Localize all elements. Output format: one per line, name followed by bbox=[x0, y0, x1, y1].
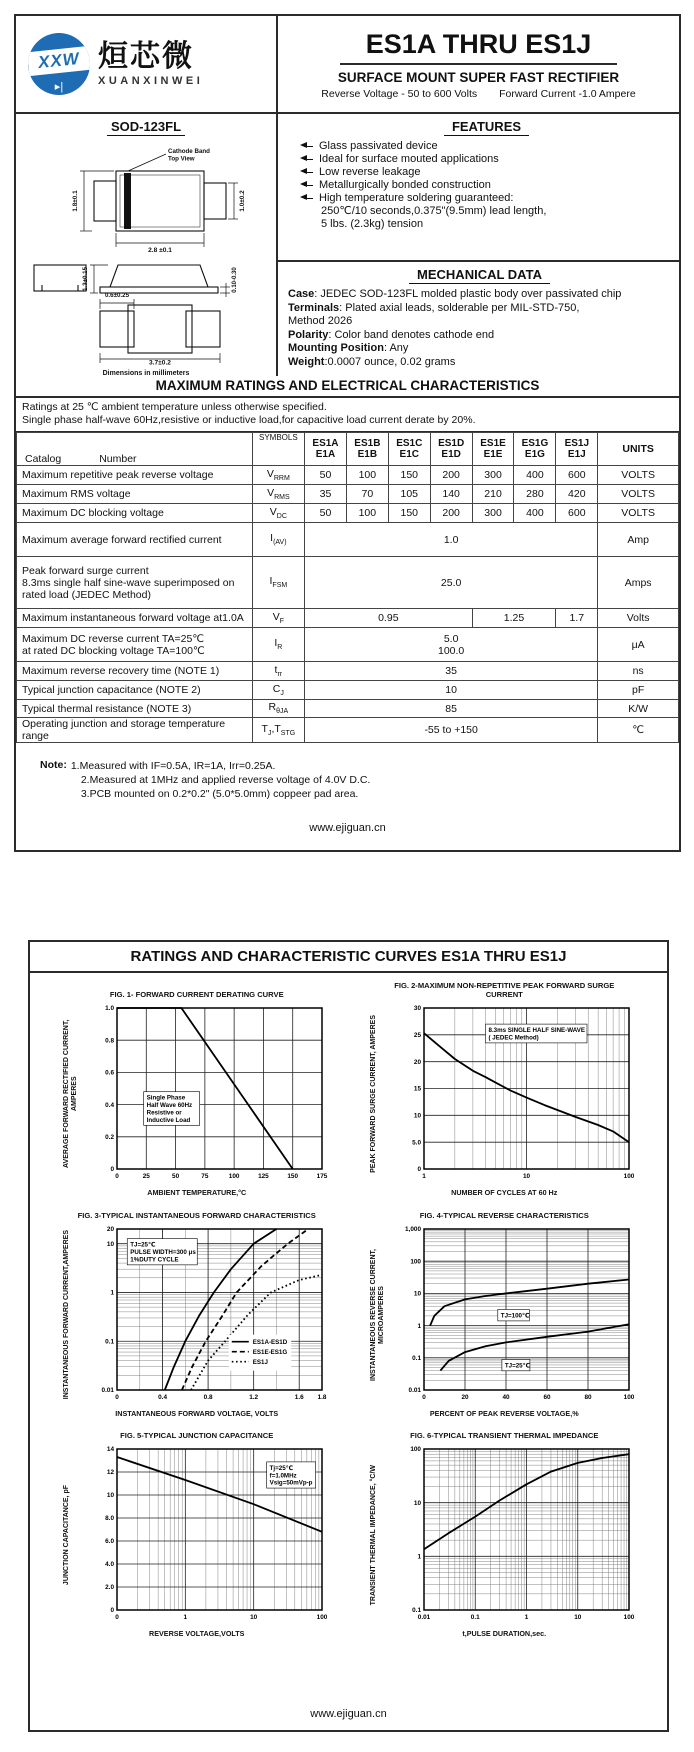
svg-text:( JEDEC Method): ( JEDEC Method) bbox=[488, 1034, 539, 1042]
value-cell: 35 bbox=[305, 485, 347, 504]
svg-text:10: 10 bbox=[574, 1614, 582, 1621]
svg-text:0: 0 bbox=[110, 1166, 114, 1174]
unit-cell: VOLTS bbox=[598, 504, 679, 523]
note-line: 1.Measured with IF=0.5A, IR=1A, Irr=0.25A. bbox=[70, 760, 276, 772]
feature-text: High temperature soldering guaranteed: bbox=[319, 192, 514, 204]
website-link-2[interactable]: www.ejiguan.cn bbox=[310, 1708, 387, 1720]
svg-text:1: 1 bbox=[183, 1614, 187, 1621]
svg-text:0.4: 0.4 bbox=[104, 1101, 114, 1109]
unit-cell: μA bbox=[598, 628, 679, 662]
units-header: UNITS bbox=[598, 433, 679, 466]
svg-text:TJ=25℃: TJ=25℃ bbox=[505, 1361, 531, 1369]
svg-text:Resistive or: Resistive or bbox=[146, 1109, 182, 1117]
value-cell: -55 to +150 bbox=[305, 718, 598, 743]
svg-text:0.01: 0.01 bbox=[408, 1386, 422, 1394]
svg-text:8.3ms SINGLE HALF SINE-WAVE: 8.3ms SINGLE HALF SINE-WAVE bbox=[488, 1027, 586, 1035]
features-section bbox=[278, 114, 679, 262]
symbol-cell: $C_J$ bbox=[252, 681, 304, 700]
parameter-name-cell: Maximum average forward rectified current bbox=[17, 523, 253, 557]
value-cell: 280 bbox=[514, 485, 556, 504]
figure-x-axis-label: REVERSE VOLTAGE,VOLTS bbox=[149, 1629, 245, 1638]
mechanical-field-label: Terminals bbox=[288, 301, 340, 314]
figure-body bbox=[370, 1441, 638, 1629]
value-cell: 70 bbox=[346, 485, 388, 504]
device-type-subtitle: SURFACE MOUNT SUPER FAST RECTIFIER bbox=[337, 69, 620, 85]
svg-text:Cathode Band: Cathode Band bbox=[168, 148, 210, 155]
chart-canvas-3 bbox=[81, 1221, 331, 1409]
note-line: 3.PCB mounted on 0.2*0.2" (5.0*5.0mm) coppeer pad area. bbox=[80, 788, 359, 800]
ratings-summary bbox=[321, 88, 635, 100]
bullet-arrow-icon bbox=[304, 146, 313, 147]
feature-item bbox=[304, 153, 669, 165]
figure-y-axis-label: INSTANTANEOUS FORWARD CURRENT,AMPERES bbox=[62, 1229, 70, 1400]
svg-text:1.0: 1.0 bbox=[104, 1005, 114, 1013]
svg-text:ES1J: ES1J bbox=[252, 1358, 268, 1366]
value-cell: 200 bbox=[430, 504, 472, 523]
value-cell: 200 bbox=[430, 466, 472, 485]
unit-cell: VOLTS bbox=[598, 485, 679, 504]
value-cell: 35 bbox=[305, 662, 598, 681]
feature-text: Glass passivated device bbox=[319, 140, 438, 152]
svg-text:25: 25 bbox=[414, 1032, 422, 1040]
bullet-arrow-icon bbox=[304, 172, 313, 173]
figure-y-axis-label: AVERAGE FORWARD RECTIFIED CURRENT, AMPERES bbox=[62, 1019, 78, 1169]
parameter-name-cell: Peak forward surge current 8.3ms single half sine-wave superimposed on rated load (JEDEC Method) bbox=[17, 557, 253, 609]
value-cell: 1.25 bbox=[472, 609, 556, 628]
unit-cell: Volts bbox=[598, 609, 679, 628]
part-number-title: ES1A THRU ES1J bbox=[340, 29, 618, 65]
symbols-header: SYMBOLS bbox=[252, 433, 304, 466]
feature-item bbox=[304, 179, 669, 191]
value-cell: 300 bbox=[472, 504, 514, 523]
svg-text:1.2: 1.2 bbox=[248, 1393, 258, 1401]
feature-text: Ideal for surface mouted applications bbox=[319, 153, 499, 165]
symbol-cell: $I_R$ bbox=[252, 628, 304, 662]
website-link[interactable]: www.ejiguan.cn bbox=[309, 822, 386, 834]
brand-name-english: XUANXINWEI bbox=[98, 75, 204, 87]
figure-x-axis-label: INSTANTANEOUS FORWARD VOLTAGE, VOLTS bbox=[115, 1408, 279, 1418]
mechanical-field-value: :0.0007 ounce, 0.02 grams bbox=[324, 355, 456, 368]
symbol-cell: $V_{RMS}$ bbox=[252, 485, 304, 504]
parameter-name-cell: Typical junction capacitance (NOTE 2) bbox=[17, 681, 253, 700]
svg-text:10: 10 bbox=[414, 1499, 422, 1507]
svg-text:1: 1 bbox=[417, 1322, 422, 1330]
package-drawing bbox=[20, 137, 272, 365]
svg-text:14: 14 bbox=[106, 1446, 114, 1454]
svg-text:100: 100 bbox=[623, 1393, 635, 1401]
value-cell: 50 bbox=[305, 466, 347, 485]
package-and-features-row bbox=[16, 114, 679, 376]
unit-cell: VOLTS bbox=[598, 466, 679, 485]
parameter-name-cell: Maximum repetitive peak reverse voltage bbox=[17, 466, 253, 485]
svg-text:100: 100 bbox=[228, 1173, 240, 1180]
svg-text:0.6: 0.6 bbox=[104, 1069, 114, 1077]
figure-body bbox=[370, 1000, 638, 1188]
forward-current-rating: Forward Current -1.0 Ampere bbox=[499, 87, 636, 100]
value-cell: 5.0 100.0 bbox=[305, 628, 598, 662]
figure-body bbox=[370, 1221, 638, 1409]
figure-6 bbox=[354, 1422, 656, 1639]
mechanical-data-line bbox=[288, 329, 671, 343]
package-outline-section bbox=[16, 114, 278, 376]
parameter-name-cell: Maximum RMS voltage bbox=[17, 485, 253, 504]
datasheet-page-1 bbox=[14, 14, 681, 852]
figure-body bbox=[63, 1221, 331, 1409]
svg-text:100: 100 bbox=[623, 1614, 635, 1621]
svg-text:25: 25 bbox=[142, 1173, 150, 1180]
svg-text:12: 12 bbox=[106, 1469, 114, 1477]
svg-text:2.0: 2.0 bbox=[104, 1584, 114, 1592]
symbol-cell: $I_{(AV)}$ bbox=[252, 523, 304, 557]
svg-text:0.4: 0.4 bbox=[157, 1393, 167, 1401]
figure-title: FIG. 5-TYPICAL JUNCTION CAPACITANCE bbox=[120, 1431, 274, 1440]
part-number-header: ES1A E1A bbox=[305, 433, 347, 466]
svg-text:Tj=25℃: Tj=25℃ bbox=[269, 1464, 293, 1472]
figure-title: FIG. 6-TYPICAL TRANSIENT THERMAL IMPEDANCE bbox=[410, 1431, 599, 1440]
svg-text:4.0: 4.0 bbox=[104, 1561, 114, 1569]
bullet-arrow-icon bbox=[304, 185, 313, 186]
svg-text:PULSE WIDTH=300 μs: PULSE WIDTH=300 μs bbox=[130, 1248, 196, 1256]
part-number-header: ES1C E1C bbox=[388, 433, 430, 466]
svg-text:0.6±0.25: 0.6±0.25 bbox=[104, 292, 130, 299]
svg-text:f=1.0MHz: f=1.0MHz bbox=[269, 1472, 297, 1480]
mechanical-data-line bbox=[288, 356, 671, 370]
symbol-cell: $V_{DC}$ bbox=[252, 504, 304, 523]
feature-text: Metallurgically bonded construction bbox=[319, 179, 491, 191]
feature-text-continued: 250℃/10 seconds,0.375"(9.5mm) lead length, bbox=[321, 205, 547, 217]
features-mechanical-column bbox=[278, 114, 679, 376]
figures-grid bbox=[30, 973, 667, 1639]
ratings-conditions bbox=[16, 398, 679, 432]
value-cell: 1.0 bbox=[305, 523, 598, 557]
figure-y-axis-label: PEAK FORWARD SURGE CURRENT, AMPERES bbox=[370, 1015, 378, 1173]
part-number-header: ES1D E1D bbox=[430, 433, 472, 466]
svg-text:125: 125 bbox=[257, 1173, 269, 1180]
figure-x-axis-label: t,PULSE DURATION,sec. bbox=[462, 1629, 547, 1638]
svg-text:Inductive Load: Inductive Load bbox=[146, 1116, 191, 1124]
bullet-arrow-icon bbox=[304, 198, 313, 199]
value-cell: 10 bbox=[305, 681, 598, 700]
value-cell: 100 bbox=[346, 466, 388, 485]
svg-text:20: 20 bbox=[414, 1058, 422, 1066]
svg-text:1.0±0.2: 1.0±0.2 bbox=[239, 190, 246, 212]
diode-symbol-icon: ▸| bbox=[54, 81, 64, 93]
chart-canvas-4 bbox=[388, 1221, 638, 1409]
svg-text:5.0: 5.0 bbox=[412, 1139, 422, 1147]
figure-title: FIG. 3-TYPICAL INSTANTANEOUS FORWARD CHARACTERISTICS bbox=[77, 1210, 316, 1220]
svg-text:150: 150 bbox=[287, 1173, 298, 1180]
svg-text:10: 10 bbox=[249, 1614, 257, 1621]
logo-band bbox=[28, 46, 90, 76]
svg-text:1.8±0.1: 1.8±0.1 bbox=[72, 190, 79, 212]
features-heading: FEATURES bbox=[444, 119, 529, 136]
figure-title: FIG. 4-TYPICAL REVERSE CHARACTERISTICS bbox=[419, 1210, 589, 1220]
svg-text:40: 40 bbox=[502, 1393, 510, 1401]
figure-4 bbox=[354, 1202, 656, 1419]
value-cell: 150 bbox=[388, 466, 430, 485]
svg-text:2.8 ±0.1: 2.8 ±0.1 bbox=[148, 247, 172, 254]
svg-text:0: 0 bbox=[114, 1614, 119, 1621]
svg-text:100: 100 bbox=[410, 1257, 422, 1265]
figure-y-axis-label: JUNCTION CAPACITANCE, pF bbox=[62, 1484, 70, 1586]
svg-text:0: 0 bbox=[422, 1393, 427, 1401]
table-row bbox=[17, 485, 679, 504]
chart-canvas-6 bbox=[388, 1441, 638, 1629]
figure-title: FIG. 2-MAXIMUM NON-REPETITIVE PEAK FORWARD SURGE CURRENT bbox=[394, 981, 615, 999]
value-cell: 150 bbox=[388, 504, 430, 523]
figure-body bbox=[63, 1000, 331, 1188]
svg-text:10: 10 bbox=[523, 1173, 531, 1180]
catalog-number-header: Catalog Number bbox=[17, 433, 253, 466]
svg-text:1: 1 bbox=[524, 1614, 529, 1621]
parameter-name-cell: Maximum DC reverse current TA=25℃ at rated DC blocking voltage TA=100℃ bbox=[17, 628, 253, 662]
chart-canvas-2 bbox=[388, 1000, 638, 1188]
figure-2 bbox=[354, 981, 656, 1198]
ratings-condition-2: Single phase half-wave 60Hz,resistive or inductive load,for capacitive load current derate by 20%. bbox=[22, 414, 476, 426]
part-number-header: ES1B E1B bbox=[346, 433, 388, 466]
table-header-row bbox=[17, 433, 679, 466]
chart-canvas-1 bbox=[81, 1000, 331, 1188]
value-cell: 85 bbox=[305, 700, 598, 718]
svg-text:100: 100 bbox=[316, 1614, 328, 1621]
ratings-banner: MAXIMUM RATINGS AND ELECTRICAL CHARACTERISTICS bbox=[16, 376, 679, 398]
chart-canvas-5 bbox=[81, 1441, 331, 1629]
notes-label: Note: bbox=[40, 759, 67, 771]
feature-text: Low reverse leakage bbox=[319, 166, 421, 178]
svg-text:0.10-0.30: 0.10-0.30 bbox=[232, 267, 238, 293]
value-cell: 25.0 bbox=[305, 557, 598, 609]
symbol-cell: $V_F$ bbox=[252, 609, 304, 628]
notes-block bbox=[40, 759, 679, 801]
figure-5 bbox=[46, 1422, 348, 1639]
value-cell: 140 bbox=[430, 485, 472, 504]
svg-text:175: 175 bbox=[316, 1173, 328, 1180]
mechanical-field-value: : Any bbox=[383, 342, 409, 354]
svg-text:20: 20 bbox=[106, 1225, 114, 1233]
unit-cell: pF bbox=[598, 681, 679, 700]
figure-3 bbox=[46, 1202, 348, 1419]
value-cell: 50 bbox=[305, 504, 347, 523]
mechanical-field-value: : JEDEC SOD-123FL molded plastic body over passivated chip bbox=[314, 288, 622, 300]
symbol-cell: $t_{rr}$ bbox=[252, 662, 304, 681]
parameter-name-cell: Maximum reverse recovery time (NOTE 1) bbox=[17, 662, 253, 681]
figure-x-axis-label: AMBIENT TEMPERATURE,°C bbox=[147, 1188, 247, 1197]
svg-text:ES1A-ES1D: ES1A-ES1D bbox=[252, 1338, 287, 1346]
svg-text:15: 15 bbox=[414, 1085, 422, 1093]
logo-monogram: XXW bbox=[37, 48, 81, 73]
value-cell: 600 bbox=[556, 504, 598, 523]
feature-item bbox=[304, 166, 669, 178]
svg-text:1.8: 1.8 bbox=[317, 1393, 327, 1401]
reverse-voltage-range: Reverse Voltage - 50 to 600 Volts bbox=[321, 87, 478, 100]
mechanical-data-line bbox=[288, 288, 671, 302]
mechanical-data-list bbox=[288, 288, 671, 369]
brand-logo-icon bbox=[28, 33, 90, 95]
value-cell: 210 bbox=[472, 485, 514, 504]
package-name: SOD-123FL bbox=[107, 119, 185, 136]
table-row bbox=[17, 466, 679, 485]
svg-text:50: 50 bbox=[171, 1173, 179, 1180]
svg-text:0: 0 bbox=[110, 1607, 114, 1615]
svg-text:60: 60 bbox=[543, 1393, 551, 1401]
figure-y-axis-label: INSTANTANEOUS REVERSE CURRENT, MICROAMPERES bbox=[370, 1248, 386, 1381]
svg-text:Half Wave 60Hz: Half Wave 60Hz bbox=[146, 1102, 192, 1110]
figure-1 bbox=[46, 981, 348, 1198]
symbol-cell: $T_J,T_{STG}$ bbox=[252, 718, 304, 743]
svg-text:10: 10 bbox=[106, 1240, 114, 1248]
svg-text:0.01: 0.01 bbox=[101, 1386, 114, 1394]
title-block bbox=[278, 16, 679, 112]
mechanical-field-label: Polarity bbox=[288, 328, 329, 341]
svg-text:Single Phase: Single Phase bbox=[146, 1094, 185, 1102]
parameter-name-cell: Typical thermal resistance (NOTE 3) bbox=[17, 700, 253, 718]
feature-text-continued: 5 lbs. (2.3kg) tension bbox=[321, 218, 424, 230]
svg-text:Vsig=50mVp-p: Vsig=50mVp-p bbox=[269, 1479, 313, 1487]
figure-x-axis-label: PERCENT OF PEAK REVERSE VOLTAGE,% bbox=[429, 1408, 579, 1418]
svg-text:6.0: 6.0 bbox=[104, 1538, 114, 1546]
value-cell: 100 bbox=[346, 504, 388, 523]
mechanical-field-value: : Color band denotes cathode end bbox=[328, 328, 495, 341]
svg-text:0.1: 0.1 bbox=[471, 1614, 480, 1621]
svg-text:1: 1 bbox=[422, 1173, 427, 1180]
svg-text:20: 20 bbox=[461, 1393, 469, 1401]
svg-text:80: 80 bbox=[584, 1393, 592, 1401]
curves-page-heading: RATINGS AND CHARACTERISTIC CURVES ES1A THRU ES1J bbox=[30, 942, 667, 973]
mechanical-data-heading: MECHANICAL DATA bbox=[409, 267, 550, 284]
svg-text:8.0: 8.0 bbox=[104, 1515, 114, 1523]
svg-text:1%DUTY CYCLE: 1%DUTY CYCLE bbox=[130, 1255, 179, 1263]
parameter-name-cell: Maximum DC blocking voltage bbox=[17, 504, 253, 523]
mechanical-data-line bbox=[288, 342, 671, 356]
table-row bbox=[17, 557, 679, 609]
unit-cell: Amps bbox=[598, 557, 679, 609]
value-cell: 0.95 bbox=[305, 609, 473, 628]
figure-body bbox=[63, 1441, 331, 1629]
svg-text:10: 10 bbox=[414, 1112, 422, 1120]
mechanical-data-line bbox=[288, 302, 671, 316]
dimensions-note: Dimensions in millimeters bbox=[102, 370, 190, 377]
svg-text:Top View: Top View bbox=[168, 155, 195, 163]
brand-text bbox=[98, 41, 203, 87]
svg-text:100: 100 bbox=[623, 1173, 635, 1180]
value-cell: 1.7 bbox=[556, 609, 598, 628]
feature-item bbox=[304, 140, 669, 152]
mechanical-data-line bbox=[288, 315, 671, 329]
mechanical-field-value: Method 2026 bbox=[288, 315, 353, 327]
value-cell: 105 bbox=[388, 485, 430, 504]
value-cell: 400 bbox=[514, 504, 556, 523]
svg-text:0.1: 0.1 bbox=[412, 1354, 422, 1362]
datasheet-page-2 bbox=[28, 940, 669, 1732]
svg-text:0.8: 0.8 bbox=[203, 1393, 213, 1401]
svg-text:0: 0 bbox=[114, 1173, 119, 1180]
parameter-name-cell: Maximum instantaneous forward voltage at1.0A bbox=[17, 609, 253, 628]
table-row bbox=[17, 628, 679, 662]
bullet-arrow-icon bbox=[304, 159, 313, 160]
ratings-table bbox=[16, 432, 679, 743]
parameter-name-cell: Operating junction and storage temperature range bbox=[17, 718, 253, 743]
brand-name-chinese: 烜芯微 bbox=[98, 40, 194, 73]
table-row bbox=[17, 662, 679, 681]
svg-text:1,000: 1,000 bbox=[405, 1225, 422, 1233]
figure-title: FIG. 1- FORWARD CURRENT DERATING CURVE bbox=[109, 990, 284, 999]
table-row bbox=[17, 718, 679, 743]
header bbox=[16, 16, 679, 114]
notes-lines bbox=[71, 759, 371, 801]
svg-text:0.2: 0.2 bbox=[104, 1134, 114, 1141]
svg-text:0.1: 0.1 bbox=[412, 1607, 422, 1615]
svg-text:0.01: 0.01 bbox=[418, 1614, 431, 1621]
value-cell: 400 bbox=[514, 466, 556, 485]
symbol-cell: $I_{FSM}$ bbox=[252, 557, 304, 609]
figure-y-axis-label: TRANSIENT THERMAL IMPEDANCE, °C/W bbox=[370, 1464, 378, 1606]
svg-text:10: 10 bbox=[106, 1492, 114, 1500]
table-row bbox=[17, 523, 679, 557]
table-row bbox=[17, 504, 679, 523]
svg-text:0.1: 0.1 bbox=[104, 1337, 114, 1345]
svg-text:30: 30 bbox=[414, 1005, 422, 1013]
svg-text:TJ=25℃: TJ=25℃ bbox=[130, 1241, 156, 1249]
mechanical-data-section bbox=[278, 262, 679, 376]
svg-text:100: 100 bbox=[410, 1446, 422, 1454]
table-row bbox=[17, 609, 679, 628]
figure-x-axis-label: NUMBER OF CYCLES AT 60 Hz bbox=[451, 1188, 558, 1197]
svg-text:1: 1 bbox=[417, 1553, 422, 1561]
part-number-header: ES1E E1E bbox=[472, 433, 514, 466]
mechanical-field-value: : Plated axial leads, solderable per MIL-STD-750, bbox=[339, 301, 580, 314]
svg-text:3.7±0.2: 3.7±0.2 bbox=[149, 359, 171, 365]
table-row bbox=[17, 700, 679, 718]
part-number-header: ES1G E1G bbox=[514, 433, 556, 466]
value-cell: 420 bbox=[556, 485, 598, 504]
ratings-condition-1: Ratings at 25 ℃ ambient temperature unless otherwise specified. bbox=[22, 401, 327, 413]
svg-text:10: 10 bbox=[414, 1290, 422, 1298]
svg-text:0: 0 bbox=[114, 1393, 119, 1401]
table-row bbox=[17, 681, 679, 700]
unit-cell: K/W bbox=[598, 700, 679, 718]
unit-cell: ℃ bbox=[598, 718, 679, 743]
symbol-cell: $R_{\theta JA}$ bbox=[252, 700, 304, 718]
value-cell: 600 bbox=[556, 466, 598, 485]
value-cell: 300 bbox=[472, 466, 514, 485]
mechanical-field-label: Mounting Position bbox=[288, 342, 384, 354]
mechanical-field-label: Weight bbox=[288, 355, 325, 368]
svg-text:1.6: 1.6 bbox=[294, 1393, 304, 1401]
svg-text:75: 75 bbox=[201, 1173, 209, 1180]
feature-item bbox=[304, 192, 669, 204]
note-line: 2.Measured at 1MHz and applied reverse voltage of 4.0V D.C. bbox=[80, 774, 371, 786]
features-list bbox=[304, 140, 669, 231]
mechanical-field-label: Case bbox=[288, 288, 315, 300]
svg-text:0.8: 0.8 bbox=[104, 1037, 114, 1045]
svg-text:1: 1 bbox=[110, 1289, 114, 1297]
brand-block bbox=[16, 16, 278, 112]
unit-cell: Amp bbox=[598, 523, 679, 557]
svg-text:0: 0 bbox=[417, 1166, 422, 1174]
svg-text:ES1E-ES1G: ES1E-ES1G bbox=[252, 1348, 287, 1356]
part-number-header: ES1J E1J bbox=[556, 433, 598, 466]
symbol-cell: $V_{RRM}$ bbox=[252, 466, 304, 485]
svg-text:TJ=100℃: TJ=100℃ bbox=[501, 1312, 530, 1319]
unit-cell: ns bbox=[598, 662, 679, 681]
svg-text:1.3±0.15: 1.3±0.15 bbox=[82, 266, 89, 292]
